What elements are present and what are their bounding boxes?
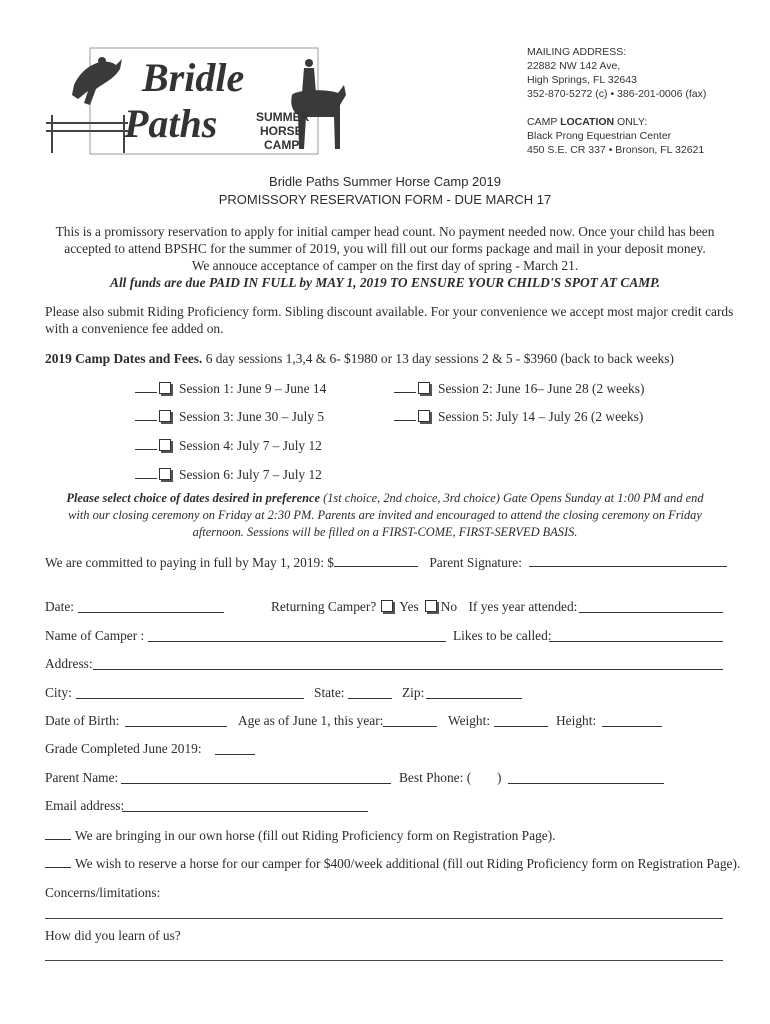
session-1[interactable]: Session 1: June 9 – June 14 [135, 380, 326, 397]
session-4[interactable]: Session 4: July 7 – July 12 [135, 437, 322, 454]
best-phone-label: Best Phone: ( [399, 770, 472, 785]
likes-called-field[interactable] [549, 629, 723, 642]
best-phone-field[interactable] [508, 771, 664, 784]
email-label: Email address: [45, 798, 125, 813]
mailing-phone: 352-870-5272 (c) • 386-201-0006 (fax) [527, 88, 707, 100]
weight-field[interactable] [494, 714, 548, 727]
form-subtitle: PROMISSORY RESERVATION FORM - DUE MARCH 17 [218, 192, 552, 207]
intro-line3: We annouce acceptance of camper on the first day of spring - March 21. [191, 258, 579, 273]
camper-name-field[interactable] [148, 629, 446, 642]
camper-name-label: Name of Camper : [45, 628, 145, 643]
para-proficiency-line2: with a convenience fee added on. [45, 321, 224, 336]
preference-note-line2: with our closing ceremony on Friday at 2:30 PM. Parents are invited and encouraged to attend the closing ceremony on Friday [68, 508, 702, 522]
logo-tag-summer: SUMMER [256, 110, 310, 124]
location-line1: Black Prong Equestrian Center [527, 130, 672, 142]
reserve-horse-option: We wish to reserve a horse for our camper for $400/week additional (fill out Riding Proficiency form on Registration Page). [45, 855, 740, 872]
mailing-line1: 22882 NW 142 Ave, [527, 60, 621, 72]
grade-field[interactable] [215, 742, 255, 755]
year-attended-field[interactable] [579, 600, 723, 613]
phone-close-paren: ) [497, 770, 502, 785]
concerns-label: Concerns/limitations: [45, 885, 161, 900]
para-proficiency-line1: Please also submit Riding Proficiency form. Sibling discount available. For your convenience we accept most major credit cards [45, 304, 734, 319]
session-5-checkbox[interactable] [418, 410, 430, 422]
reserve-horse-field[interactable] [45, 855, 71, 868]
form-title: Bridle Paths Summer Horse Camp 2019 [269, 174, 501, 189]
date-label: Date: [45, 599, 74, 614]
commit-amount-field[interactable] [334, 554, 418, 567]
returning-yes-checkbox[interactable] [381, 600, 393, 612]
grade-label: Grade Completed June 2019: [45, 741, 202, 756]
city-label: City: [45, 685, 72, 700]
concerns-field[interactable] [45, 918, 723, 919]
session-6[interactable]: Session 6: July 7 – July 12 [135, 466, 322, 483]
parent-name-field[interactable] [121, 771, 391, 784]
commit-label: We are committed to paying in full by May 1, 2019: $ [45, 555, 334, 570]
session-5[interactable]: Session 5: July 14 – July 26 (2 weeks) [394, 408, 643, 425]
state-field[interactable] [348, 686, 392, 699]
dob-label: Date of Birth: [45, 713, 120, 728]
height-field[interactable] [602, 714, 662, 727]
logo-word-paths: Paths [124, 101, 218, 146]
intro-line1: This is a promissory reservation to apply for initial camper head count. No payment needed now. Once your child has been [55, 224, 715, 239]
session-3[interactable]: Session 3: June 30 – July 5 [135, 408, 324, 425]
parent-signature-label: Parent Signature: [429, 555, 522, 570]
height-label: Height: [556, 713, 597, 728]
address-block [527, 45, 706, 157]
logo-tag-camp: CAMP [264, 138, 300, 152]
email-field[interactable] [122, 799, 368, 812]
logo-word-bridle: Bridle [142, 55, 245, 100]
bridle-paths-logo [44, 45, 356, 157]
location-line2: 450 S.E. CR 337 • Bronson, FL 32621 [527, 144, 705, 156]
intro-funds-due: All funds are due PAID IN FULL by MAY 1, 2019 TO ENSURE YOUR CHILD'S SPOT AT CAMP. [110, 275, 660, 290]
learn-field[interactable] [45, 960, 723, 961]
learn-label: How did you learn of us? [45, 928, 181, 943]
intro-line2: accepted to attend BPSHC for the summer of 2019, you will fill out our forms package and mail in your deposit money. [64, 241, 706, 256]
likes-called-label: Likes to be called: [453, 628, 552, 643]
session-6-checkbox[interactable] [159, 468, 171, 480]
zip-label: Zip: [402, 685, 425, 700]
own-horse-option: We are bringing in our own horse (fill out Riding Proficiency form on Registration Page). [45, 827, 556, 844]
date-field[interactable] [78, 600, 224, 613]
mailing-label: MAILING ADDRESS: [527, 46, 627, 58]
logo-tag-horse: HORSE [260, 124, 303, 138]
session-2[interactable]: Session 2: June 16– June 28 (2 weeks) [394, 380, 644, 397]
weight-label: Weight: [448, 713, 491, 728]
address-field[interactable] [93, 657, 723, 670]
age-field[interactable] [383, 714, 437, 727]
preference-note-line1: Please select choice of dates desired in preference (1st choice, 2nd choice, 3rd choice) Gate Opens Sunday at 1:00 PM and end [66, 491, 704, 505]
location-label: CAMP LOCATION ONLY: [527, 116, 648, 128]
parent-signature-field[interactable] [529, 554, 727, 567]
own-horse-field[interactable] [45, 827, 71, 840]
camp-dates-fees: 2019 Camp Dates and Fees. 6 day sessions 1,3,4 & 6- $1980 or 13 day sessions 2 & 5 - $3960 (back to back weeks) [45, 351, 674, 366]
preference-note-line3: afternoon. Sessions will be filled on a FIRST-COME, FIRST-SERVED BASIS. [192, 525, 578, 539]
dob-field[interactable] [125, 714, 227, 727]
zip-field[interactable] [426, 686, 522, 699]
age-label: Age as of June 1, this year: [238, 713, 384, 728]
returning-no-checkbox[interactable] [425, 600, 437, 612]
session-1-checkbox[interactable] [159, 382, 171, 394]
city-field[interactable] [76, 686, 304, 699]
state-label: State: [314, 685, 345, 700]
returning-camper-row: Returning Camper? Yes No If yes year attended: [271, 599, 578, 614]
address-label: Address: [45, 656, 93, 671]
mailing-line2: High Springs, FL 32643 [527, 74, 637, 86]
session-2-checkbox[interactable] [418, 382, 430, 394]
parent-name-label: Parent Name: [45, 770, 119, 785]
commit-payment-row [45, 554, 727, 571]
session-3-checkbox[interactable] [159, 410, 171, 422]
session-4-checkbox[interactable] [159, 439, 171, 451]
